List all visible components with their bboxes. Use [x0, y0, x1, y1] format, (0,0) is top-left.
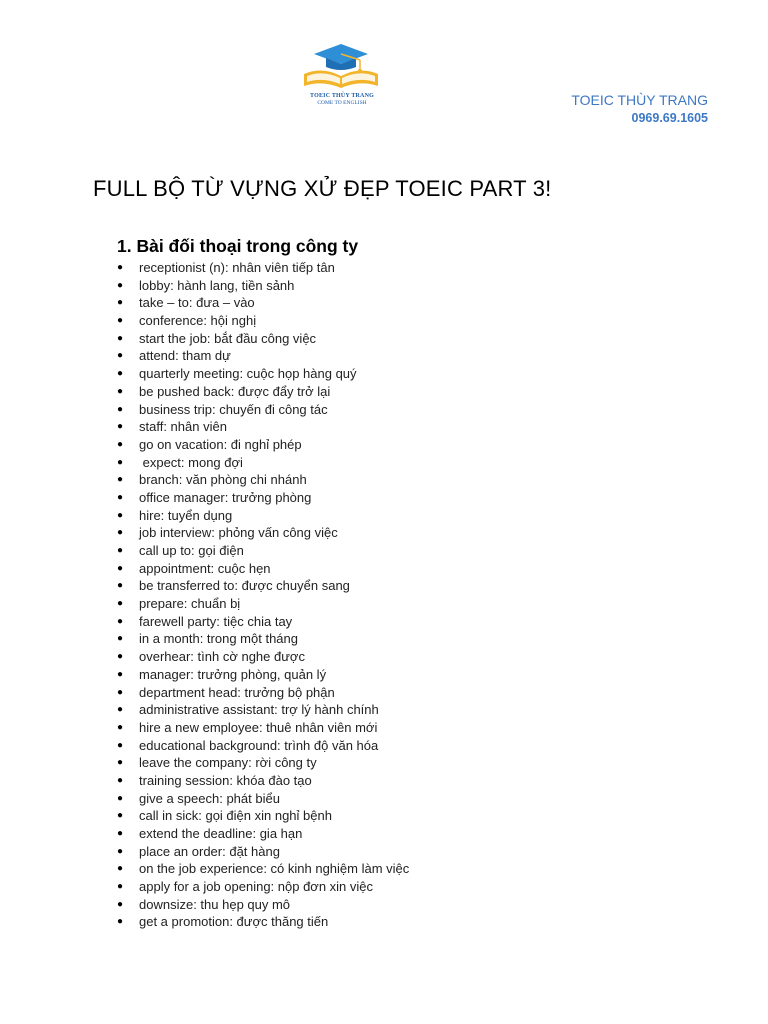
- list-item: [117, 613, 409, 631]
- list-item-text: expect: mong đợi: [139, 454, 243, 470]
- list-item: [117, 383, 409, 401]
- list-item: [117, 507, 409, 525]
- list-item-text: manager: trưởng phòng, quản lý: [139, 666, 327, 682]
- bullet-icon: ●: [117, 456, 124, 468]
- bullet-icon: ●: [117, 757, 124, 769]
- list-item-text: business trip: chuyến đi công tác: [139, 401, 328, 417]
- bullet-icon: ●: [117, 509, 124, 521]
- list-item: [117, 843, 409, 861]
- bullet-icon: ●: [117, 315, 124, 327]
- list-item: [117, 471, 409, 489]
- list-item: [117, 330, 409, 348]
- list-item: [117, 454, 409, 472]
- bullet-icon: ●: [117, 332, 124, 344]
- logo-text: TOEIC THÙY TRANG: [310, 93, 374, 99]
- list-item: [117, 913, 409, 931]
- list-item-text: training session: khóa đào tạo: [139, 772, 312, 788]
- list-item-text: downsize: thu hẹp quy mô: [139, 896, 291, 912]
- list-item-text: job interview: phỏng vấn công việc: [139, 525, 338, 541]
- list-item: [117, 277, 409, 295]
- list-item-text: hire a new employee: thuê nhân viên mới: [139, 719, 378, 735]
- bullet-icon: ●: [117, 297, 124, 309]
- bullet-icon: ●: [117, 580, 124, 592]
- bullet-icon: ●: [117, 421, 124, 433]
- list-item: [117, 401, 409, 419]
- list-item-text: overhear: tình cờ nghe được: [139, 649, 305, 665]
- bullet-icon: ●: [117, 350, 124, 362]
- list-item: [117, 365, 409, 383]
- bullet-icon: ●: [117, 668, 124, 680]
- list-item: [117, 737, 409, 755]
- list-item: [117, 347, 409, 365]
- list-item-text: prepare: chuẩn bị: [139, 596, 241, 612]
- list-item: [117, 896, 409, 914]
- list-item: [117, 772, 409, 790]
- list-item-text: conference: hội nghị: [139, 313, 257, 329]
- bullet-icon: ●: [117, 438, 124, 450]
- bullet-icon: ●: [117, 474, 124, 486]
- bullet-icon: ●: [117, 403, 124, 415]
- section-heading: 1. Bài đối thoại trong công ty: [117, 236, 359, 256]
- list-item: [117, 436, 409, 454]
- bullet-icon: ●: [117, 774, 124, 786]
- list-item: [117, 754, 409, 772]
- list-item: [117, 666, 409, 684]
- list-item-text: hire: tuyển dụng: [139, 507, 233, 523]
- list-item: [117, 684, 409, 702]
- list-item-text: extend the deadline: gia hạn: [139, 826, 303, 841]
- list-item-text: educational background: trình độ văn hóa: [139, 737, 379, 753]
- list-item-text: branch: văn phòng chi nhánh: [139, 472, 307, 488]
- list-item-text: attend: tham dự: [139, 348, 231, 364]
- list-item: [117, 790, 409, 808]
- list-item-text: get a promotion: được thăng tiến: [139, 914, 329, 930]
- bullet-icon: ●: [117, 881, 124, 893]
- list-item: [117, 489, 409, 507]
- bullet-icon: ●: [117, 598, 124, 610]
- bullet-icon: ●: [117, 863, 124, 875]
- list-item-text: go on vacation: đi nghỉ phép: [139, 436, 302, 452]
- brand-name: TOEIC THÙY TRANG: [571, 92, 708, 108]
- list-item: [117, 259, 409, 277]
- bullet-icon: ●: [117, 792, 124, 804]
- bullet-icon: ●: [117, 279, 124, 291]
- bullet-icon: ●: [117, 491, 124, 503]
- bullet-icon: ●: [117, 262, 124, 273]
- bullet-icon: ●: [117, 704, 124, 716]
- list-item: [117, 595, 409, 613]
- list-item-text: quarterly meeting: cuộc họp hàng quý: [139, 366, 357, 382]
- list-item: [117, 825, 409, 843]
- bullet-icon: ●: [117, 686, 124, 698]
- bullet-icon: ●: [117, 810, 124, 822]
- phone-number: 0969.69.1605: [631, 111, 708, 125]
- bullet-icon: ●: [117, 615, 124, 627]
- header-contact: [571, 92, 708, 125]
- bullet-icon: ●: [117, 527, 124, 539]
- list-item-text: take – to: đưa – vào: [139, 295, 255, 311]
- list-item-text: apply for a job opening: nộp đơn xin việc: [139, 879, 374, 895]
- list-item: [117, 878, 409, 896]
- vocabulary-list: [117, 259, 409, 931]
- list-item: [117, 648, 409, 666]
- bullet-icon: ●: [117, 651, 124, 663]
- list-item-text: appointment: cuộc hẹn: [139, 560, 271, 576]
- list-item-text: call in sick: gọi điện xin nghỉ bệnh: [139, 808, 332, 824]
- bullet-icon: ●: [117, 845, 124, 857]
- list-item: [117, 524, 409, 542]
- logo-tagline: COME TO ENGLISH: [317, 100, 367, 106]
- list-item-text: give a speech: phát biểu: [139, 790, 280, 806]
- list-item: [117, 860, 409, 878]
- list-item: [117, 560, 409, 578]
- bullet-icon: ●: [117, 562, 124, 574]
- list-item-text: be transferred to: được chuyển sang: [139, 578, 350, 594]
- list-item-text: call up to: gọi điện: [139, 543, 244, 558]
- list-item: [117, 807, 409, 825]
- list-item-text: farewell party: tiệc chia tay: [139, 613, 293, 629]
- bullet-icon: ●: [117, 739, 124, 751]
- list-item: [117, 418, 409, 436]
- bullet-icon: ●: [117, 721, 124, 733]
- list-item: [117, 294, 409, 312]
- list-item: [117, 630, 409, 648]
- list-item-text: receptionist (n): nhân viên tiếp tân: [139, 260, 335, 275]
- bullet-icon: ●: [117, 545, 124, 556]
- list-item-text: staff: nhân viên: [139, 419, 227, 435]
- list-item: [117, 701, 409, 719]
- bullet-icon: ●: [117, 828, 124, 839]
- list-item: [117, 542, 409, 560]
- list-item: [117, 577, 409, 595]
- bullet-icon: ●: [117, 898, 124, 910]
- list-item-text: on the job experience: có kinh nghiệm làm việc: [139, 861, 410, 877]
- bullet-icon: ●: [117, 916, 124, 928]
- list-item: [117, 719, 409, 737]
- list-item: [117, 312, 409, 330]
- list-item-text: office manager: trưởng phòng: [139, 489, 312, 505]
- bullet-icon: ●: [117, 633, 124, 645]
- list-item-text: administrative assistant: trợ lý hành chính: [139, 702, 379, 718]
- bullet-icon: ●: [117, 368, 124, 380]
- list-item-text: lobby: hành lang, tiền sảnh: [139, 277, 295, 293]
- list-item-text: start the job: bắt đầu công việc: [139, 330, 317, 346]
- list-item-text: in a month: trong một tháng: [139, 631, 298, 647]
- list-item-text: department head: trưởng bộ phận: [139, 684, 335, 700]
- list-item-text: place an order: đặt hàng: [139, 843, 280, 859]
- list-item-text: leave the company: rời công ty: [139, 755, 317, 771]
- list-item-text: be pushed back: được đẩy trở lại: [139, 383, 331, 399]
- bullet-icon: ●: [117, 385, 124, 397]
- graduation-book-icon: [298, 40, 384, 96]
- document-title: FULL BỘ TỪ VỰNG XỬ ĐẸP TOEIC PART 3!: [93, 176, 552, 201]
